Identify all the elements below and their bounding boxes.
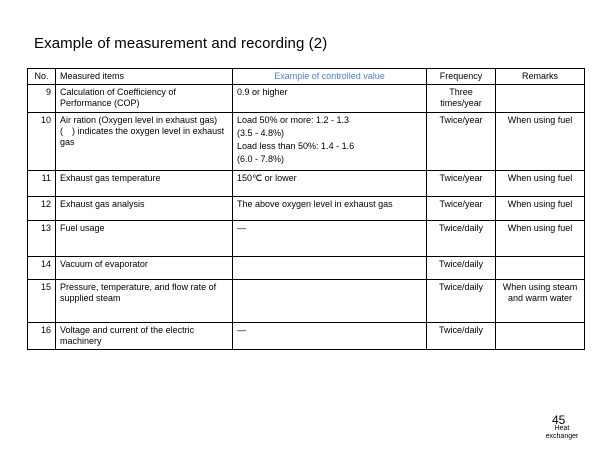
cell-frequency: Twice/daily (427, 257, 496, 280)
cell-controlled-value (233, 280, 427, 323)
cell-no: 15 (28, 280, 56, 323)
table-row (28, 197, 585, 221)
ctrl-line: The above oxygen level in exhaust gas (237, 199, 393, 209)
page-title: Example of measurement and recording (2) (34, 35, 328, 52)
cell-no: 13 (28, 221, 56, 257)
cell-remarks: When using fuel (496, 113, 585, 171)
cell-measured-item (56, 85, 233, 113)
cell-controlled-value (233, 85, 427, 113)
ctrl-line: — (237, 325, 246, 335)
item-line: Voltage and current of the electric machinery (60, 325, 195, 346)
cell-controlled-value (233, 197, 427, 221)
cell-frequency: Twice/daily (427, 280, 496, 323)
table-body (28, 85, 585, 350)
cell-no: 10 (28, 113, 56, 171)
cell-controlled-value (233, 323, 427, 350)
cell-no: 11 (28, 171, 56, 197)
header-measured-items: Measured items (56, 69, 233, 85)
cell-remarks: When using steam and warm water (496, 280, 585, 323)
item-line: Vacuum of evaporator (60, 259, 148, 269)
cell-measured-item (56, 113, 233, 171)
item-line: ( ) indicates the oxygen level in exhaust gas (60, 126, 225, 147)
cell-controlled-value (233, 171, 427, 197)
cell-frequency: Twice/year (427, 197, 496, 221)
cell-measured-item (56, 171, 233, 197)
ctrl-line: Load less than 50%: 1.4 - 1.6 (237, 141, 355, 151)
table-row (28, 171, 585, 197)
cell-remarks: When using fuel (496, 197, 585, 221)
table-row (28, 257, 585, 280)
cell-controlled-value (233, 257, 427, 280)
ctrl-line: (6.0 - 7.8%) (237, 154, 285, 164)
header-remarks: Remarks (496, 69, 585, 85)
cell-no: 9 (28, 85, 56, 113)
cell-frequency: Twice/year (427, 113, 496, 171)
cell-measured-item (56, 257, 233, 280)
item-line: Air ration (Oxygen level in exhaust gas) (60, 115, 218, 125)
table-row (28, 85, 585, 113)
cell-no: 16 (28, 323, 56, 350)
cell-measured-item (56, 323, 233, 350)
item-line: Fuel usage (60, 223, 105, 233)
page-number: 45 (552, 413, 566, 427)
cell-frequency: Twice/daily (427, 323, 496, 350)
footer-label: Heat exchanger (545, 425, 579, 440)
table-row (28, 113, 585, 171)
cell-controlled-value (233, 221, 427, 257)
header-controlled-value: Example of controlled value (233, 69, 427, 85)
cell-remarks (496, 257, 585, 280)
cell-remarks: When using fuel (496, 171, 585, 197)
table-row (28, 323, 585, 350)
table-row (28, 221, 585, 257)
item-line: Exhaust gas analysis (60, 199, 145, 209)
cell-no: 12 (28, 197, 56, 221)
ctrl-line: 0.9 or higher (237, 87, 288, 97)
cell-remarks (496, 323, 585, 350)
cell-controlled-value (233, 113, 427, 171)
ctrl-line: Load 50% or more: 1.2 - 1.3 (237, 115, 350, 125)
cell-no: 14 (28, 257, 56, 280)
table-header-row (28, 69, 585, 85)
cell-measured-item (56, 197, 233, 221)
item-line: Calculation of Coefficiency of Performance (COP) (60, 87, 176, 108)
cell-frequency: Twice/daily (427, 221, 496, 257)
header-no: No. (28, 69, 56, 85)
item-line: Exhaust gas temperature (60, 173, 161, 183)
table-row (28, 280, 585, 323)
cell-frequency: Twice/year (427, 171, 496, 197)
cell-remarks: When using fuel (496, 221, 585, 257)
measurement-table (27, 68, 585, 350)
cell-remarks (496, 85, 585, 113)
cell-measured-item (56, 280, 233, 323)
ctrl-line: (3.5 - 4.8%) (237, 128, 285, 138)
cell-frequency: Three times/year (427, 85, 496, 113)
cell-measured-item (56, 221, 233, 257)
header-frequency: Frequency (427, 69, 496, 85)
ctrl-line: 150℃ or lower (237, 173, 297, 183)
ctrl-line: — (237, 223, 246, 233)
item-line: Pressure, temperature, and flow rate of supplied steam (60, 282, 217, 303)
